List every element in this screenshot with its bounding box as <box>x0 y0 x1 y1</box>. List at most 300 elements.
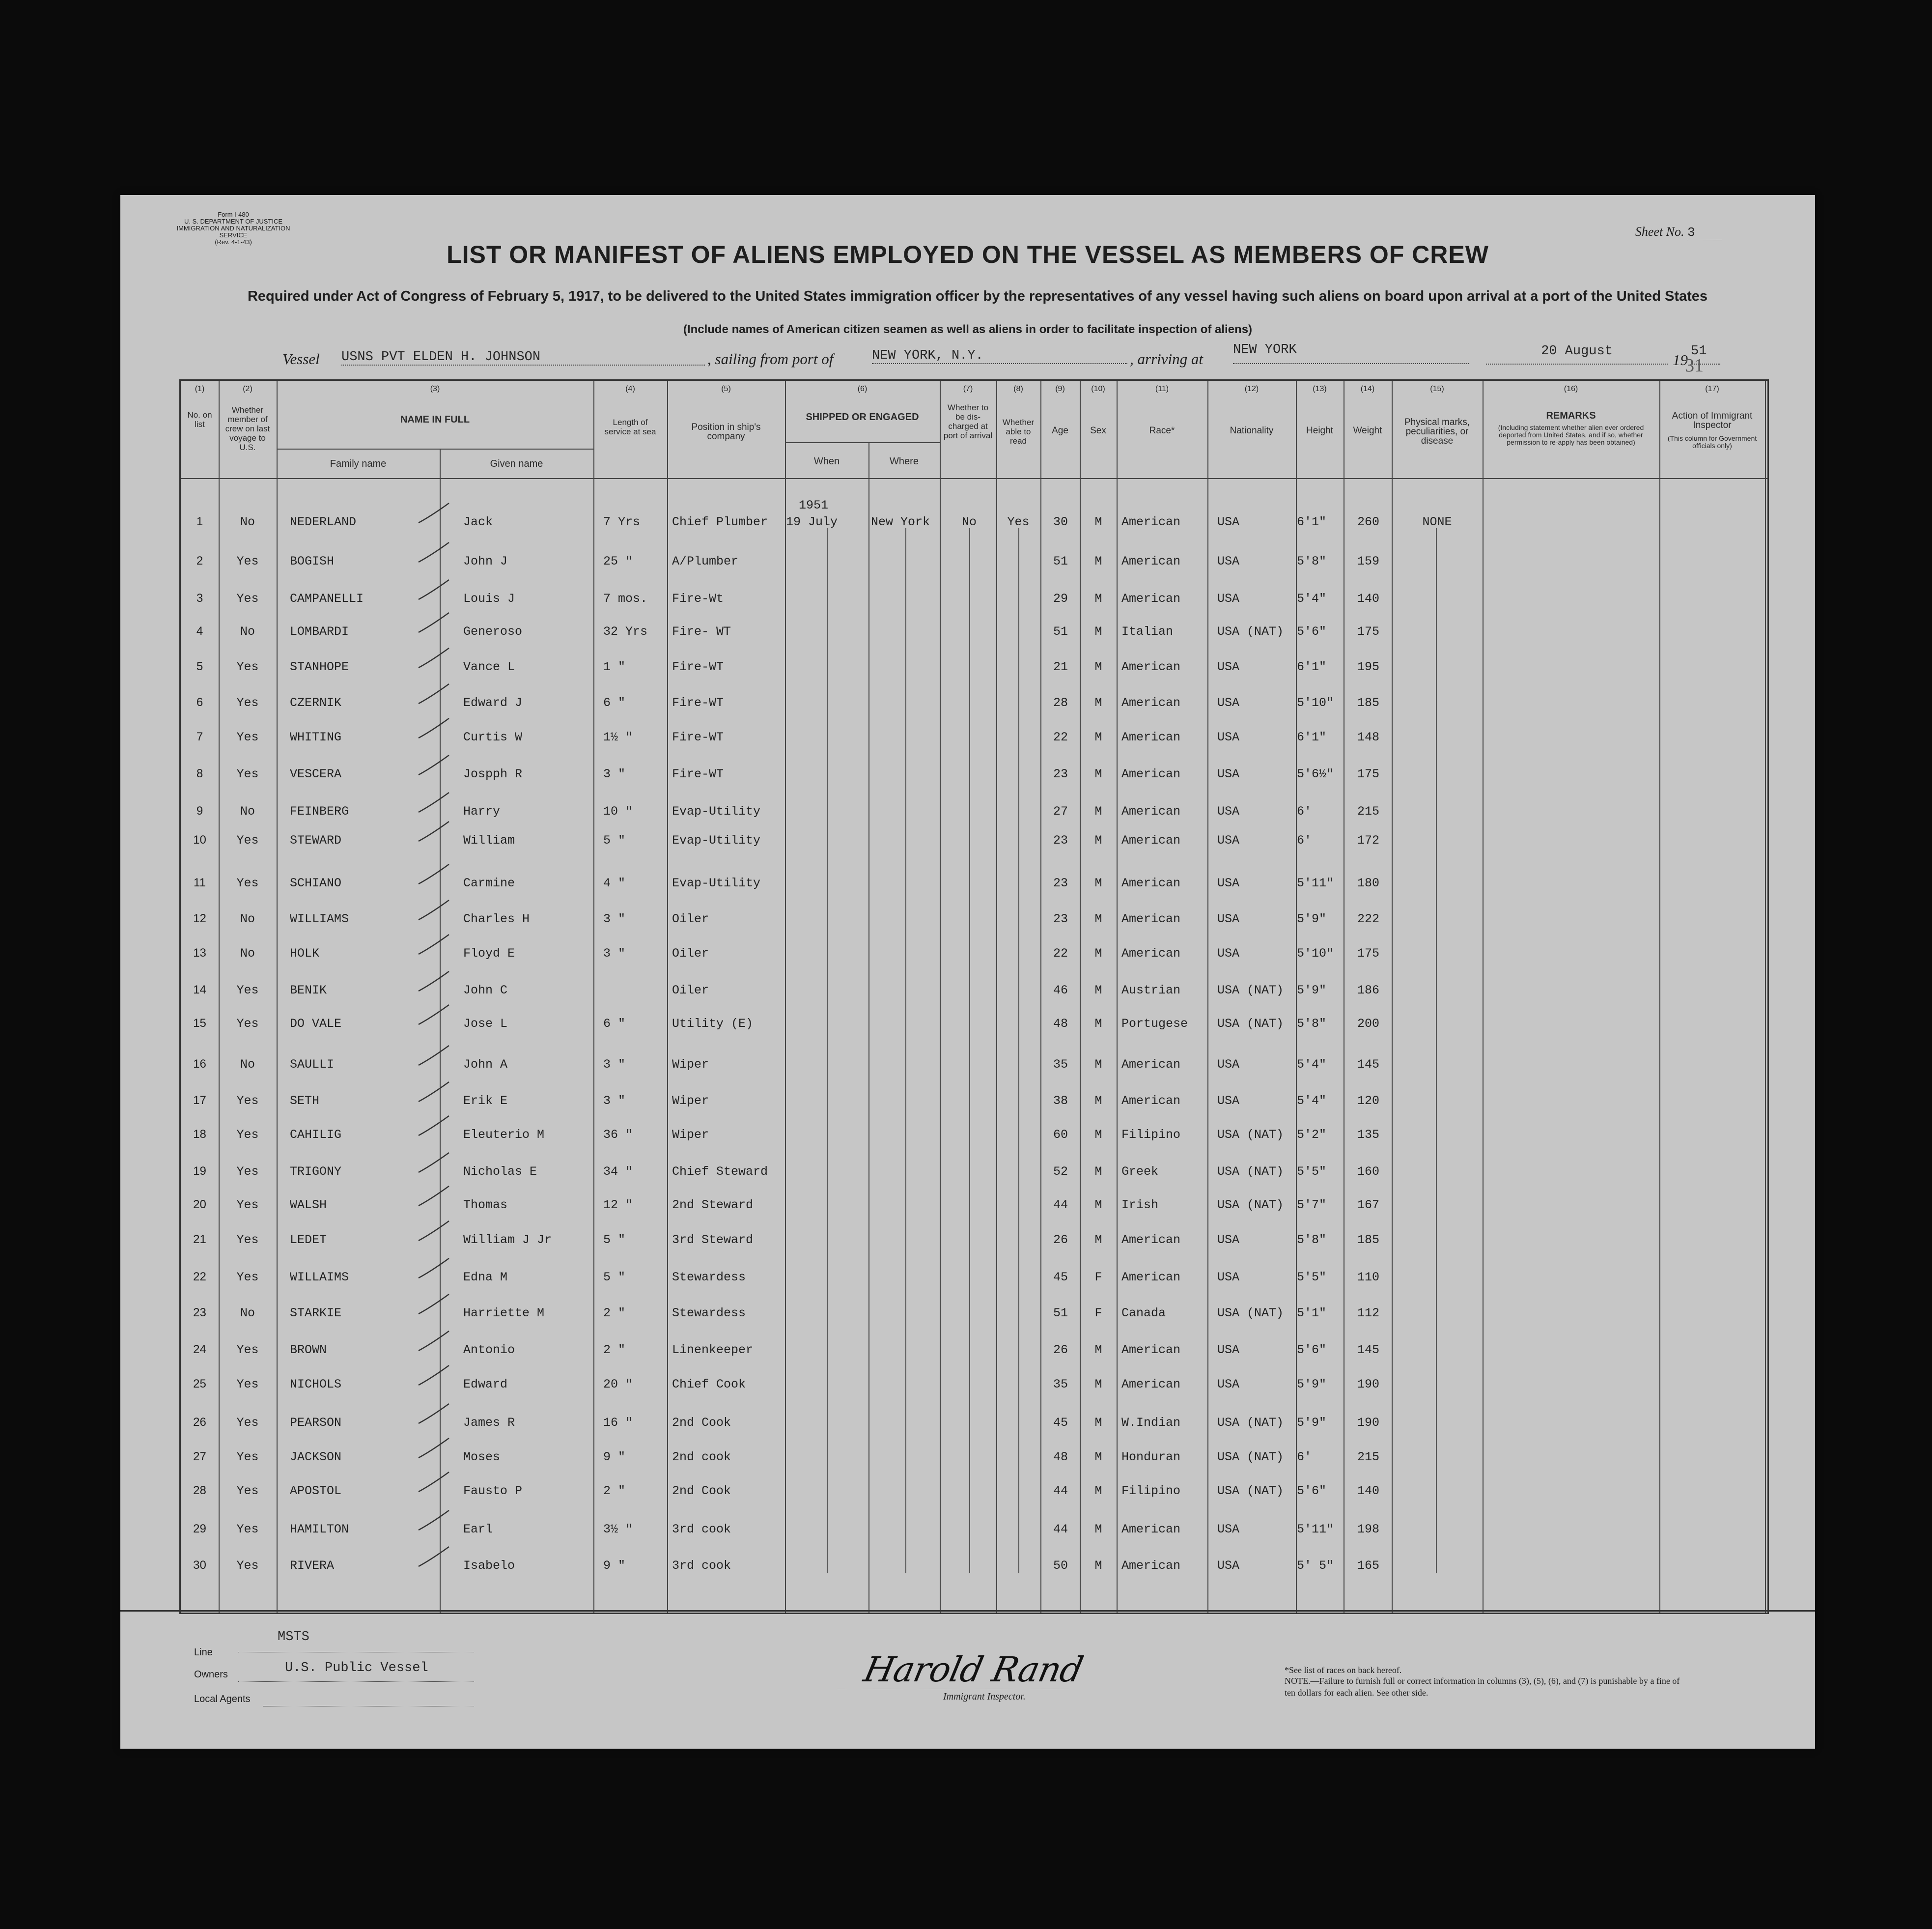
check-mark <box>417 1329 451 1354</box>
check-mark <box>417 969 451 994</box>
cell-last: No <box>240 1057 255 1072</box>
revision: (Rev. 4-1-43) <box>215 238 252 246</box>
cell-last: Yes <box>236 1343 259 1357</box>
check-mark <box>417 1256 451 1281</box>
cell-last: No <box>240 946 255 961</box>
cell-sex: M <box>1094 624 1102 639</box>
local-agents-label: Local Agents <box>194 1694 251 1704</box>
cell-family: PEARSON <box>290 1416 342 1430</box>
row-number: 2 <box>196 554 203 567</box>
cell-age: 29 <box>1053 592 1068 606</box>
cell-family: BENIK <box>290 983 327 997</box>
cell-family: WALSH <box>290 1198 327 1212</box>
cell-height: 5'8" <box>1297 1233 1327 1247</box>
check-mark <box>417 1363 451 1388</box>
cell-sex: M <box>1094 946 1102 961</box>
col-num-10: (10) <box>1091 385 1105 393</box>
service: IMMIGRATION AND NATURALIZATION SERVICE <box>176 225 290 239</box>
cell-family: SETH <box>290 1094 320 1108</box>
row-number: 17 <box>193 1094 206 1107</box>
owners-label: Owners <box>194 1669 228 1680</box>
cell-height: 5'6" <box>1297 1343 1327 1357</box>
cell-age: 23 <box>1053 767 1068 781</box>
check-mark <box>417 540 451 565</box>
cell-family: JACKSON <box>290 1450 342 1464</box>
cell-nationality: USA (NAT) <box>1217 1128 1284 1142</box>
cell-last: Yes <box>236 1198 259 1212</box>
cell-last: No <box>240 804 255 819</box>
cell-nationality: USA <box>1217 1233 1240 1247</box>
header-when: When <box>813 456 840 467</box>
cell-age: 48 <box>1053 1450 1068 1464</box>
sheet-number-field <box>1635 225 1722 240</box>
cell-sex: M <box>1094 1198 1102 1212</box>
cell-weight: 148 <box>1357 730 1379 744</box>
cell-discharged: No <box>961 515 977 529</box>
header-name-in-full: NAME IN FULL <box>400 414 470 425</box>
cell-height: 5'2" <box>1297 1128 1327 1142</box>
cell-position: Fire-WT <box>672 767 724 781</box>
cell-position: 3rd cook <box>672 1559 731 1573</box>
cell-weight: 198 <box>1357 1522 1379 1536</box>
cell-sex: M <box>1094 730 1102 744</box>
cell-race: Irish <box>1121 1198 1159 1212</box>
sheet-number: 3 <box>1687 225 1722 240</box>
cell-height: 5'9" <box>1297 1377 1327 1391</box>
row-number: 9 <box>196 804 203 818</box>
cell-service: 3 " <box>603 767 626 781</box>
cell-height: 6' <box>1297 833 1312 848</box>
cell-sex: M <box>1094 1484 1102 1498</box>
cell-nationality: USA <box>1217 1522 1240 1536</box>
check-mark <box>417 1003 451 1027</box>
cell-given: Louis J <box>463 592 515 606</box>
cell-family: STEWARD <box>290 833 342 848</box>
header-able-to-read: Whether able to read <box>1002 418 1035 446</box>
page-stamp-number: 31 <box>1685 355 1704 376</box>
col-num-11: (11) <box>1155 385 1169 393</box>
cell-height: 5'8" <box>1297 554 1327 568</box>
ditto-stroke <box>969 528 970 1573</box>
cell-service: 10 " <box>603 804 633 819</box>
cell-race: Greek <box>1121 1164 1159 1179</box>
row-number: 3 <box>196 592 203 605</box>
cell-family: HAMILTON <box>290 1522 349 1536</box>
cell-race: Canada <box>1121 1306 1166 1320</box>
sailing-port: NEW YORK, N.Y. <box>872 348 1127 364</box>
cell-sex: M <box>1094 660 1102 674</box>
cell-sex: M <box>1094 833 1102 848</box>
cell-family: FEINBERG <box>290 804 349 819</box>
cell-family: CAHILIG <box>290 1128 342 1142</box>
cell-position: Stewardess <box>672 1306 746 1320</box>
cell-last: Yes <box>236 833 259 848</box>
department: U. S. DEPARTMENT OF JUSTICE <box>184 218 283 225</box>
cell-last: No <box>240 624 255 639</box>
cell-family: TRIGONY <box>290 1164 342 1179</box>
cell-age: 23 <box>1053 912 1068 926</box>
check-mark <box>417 1184 451 1209</box>
cell-weight: 145 <box>1357 1343 1379 1357</box>
cell-last: Yes <box>236 1450 259 1464</box>
cell-age: 60 <box>1053 1128 1068 1142</box>
cell-family: STANHOPE <box>290 660 349 674</box>
cell-age: 22 <box>1053 730 1068 744</box>
cell-last: Yes <box>236 696 259 710</box>
check-mark <box>417 1219 451 1244</box>
inspector-signature: Harold Rand <box>860 1649 1087 1690</box>
owners-value: U.S. Public Vessel <box>285 1661 428 1675</box>
cell-weight: 172 <box>1357 833 1379 848</box>
cell-nationality: USA <box>1217 1094 1240 1108</box>
cell-race: American <box>1121 1522 1181 1536</box>
cell-service: 20 " <box>603 1377 633 1391</box>
col-num-9: (9) <box>1055 385 1065 393</box>
cell-race: Filipino <box>1121 1128 1181 1142</box>
row-number: 7 <box>196 730 203 743</box>
cell-race: American <box>1121 833 1181 848</box>
cell-height: 5'11" <box>1297 1522 1334 1536</box>
cell-given: Harriette M <box>463 1306 545 1320</box>
sailing-label: , sailing from port of <box>707 350 834 368</box>
cell-service: 3 " <box>603 946 626 961</box>
cell-position: Chief Cook <box>672 1377 746 1391</box>
cell-given: Earl <box>463 1522 493 1536</box>
col-num-4: (4) <box>625 385 635 393</box>
cell-weight: 190 <box>1357 1416 1379 1430</box>
cell-sex: M <box>1094 1450 1102 1464</box>
cell-service: 32 Yrs <box>603 624 648 639</box>
cell-age: 26 <box>1053 1343 1068 1357</box>
check-mark <box>417 716 451 741</box>
row-number: 29 <box>193 1522 206 1535</box>
cell-height: 5'10" <box>1297 696 1334 710</box>
cell-height: 5'8" <box>1297 1017 1327 1031</box>
cell-position: A/Plumber <box>672 554 739 568</box>
cell-weight: 135 <box>1357 1128 1379 1142</box>
cell-sex: F <box>1094 1270 1102 1284</box>
check-mark <box>417 578 451 602</box>
cell-sex: M <box>1094 1559 1102 1573</box>
col-num-3: (3) <box>430 385 440 393</box>
cell-last: Yes <box>236 767 259 781</box>
cell-nationality: USA (NAT) <box>1217 1484 1284 1498</box>
cell-family: SCHIANO <box>290 876 342 890</box>
cell-race: American <box>1121 804 1181 819</box>
cell-family: CZERNIK <box>290 696 342 710</box>
cell-service: 3 " <box>603 1057 626 1072</box>
cell-given: Jack <box>463 515 493 529</box>
cell-given: James R <box>463 1416 515 1430</box>
cell-nationality: USA <box>1217 1559 1240 1573</box>
cell-last: Yes <box>236 983 259 997</box>
cell-last: Yes <box>236 1233 259 1247</box>
cell-weight: 120 <box>1357 1094 1379 1108</box>
cell-sex: M <box>1094 1057 1102 1072</box>
col-num-14: (14) <box>1360 385 1375 393</box>
cell-sex: M <box>1094 1128 1102 1142</box>
cell-last: Yes <box>236 1094 259 1108</box>
cell-nationality: USA <box>1217 515 1240 529</box>
cell-weight: 186 <box>1357 983 1379 997</box>
cell-given: Fausto P <box>463 1484 523 1498</box>
cell-nationality: USA <box>1217 1377 1240 1391</box>
cell-sex: M <box>1094 1164 1102 1179</box>
cell-last: Yes <box>236 730 259 744</box>
cell-position: Oiler <box>672 912 709 926</box>
col-num-2: (2) <box>243 385 252 393</box>
page-title: LIST OR MANIFEST OF ALIENS EMPLOYED ON THE VESSEL AS MEMBERS OF CREW <box>447 241 1489 268</box>
cell-weight: 260 <box>1357 515 1379 529</box>
cell-height: 6'1" <box>1297 515 1327 529</box>
row-number: 14 <box>193 983 206 996</box>
check-mark <box>417 1114 451 1138</box>
row-number: 15 <box>193 1017 206 1030</box>
row-number: 5 <box>196 660 203 673</box>
cell-nationality: USA <box>1217 660 1240 674</box>
cell-weight: 195 <box>1357 660 1379 674</box>
cell-nationality: USA <box>1217 554 1240 568</box>
header-shipped-or-engaged: SHIPPED OR ENGAGED <box>806 412 919 423</box>
cell-given: Edward J <box>463 696 523 710</box>
cell-last: Yes <box>236 1484 259 1498</box>
cell-given: Erik E <box>463 1094 508 1108</box>
cell-family: VESCERA <box>290 767 342 781</box>
cell-given: John J <box>463 554 508 568</box>
row-number: 18 <box>193 1128 206 1141</box>
cell-nationality: USA <box>1217 1270 1240 1284</box>
cell-position: Oiler <box>672 946 709 961</box>
cell-given: Jose L <box>463 1017 508 1031</box>
check-mark <box>417 933 451 957</box>
cell-race: Portugese <box>1121 1017 1188 1031</box>
cell-height: 6'1" <box>1297 660 1327 674</box>
cell-weight: 159 <box>1357 554 1379 568</box>
cell-last: Yes <box>236 1270 259 1284</box>
cell-given: Jospph R <box>463 767 523 781</box>
header-physical-marks: Physical marks, peculiarities, or disease <box>1404 417 1470 446</box>
cell-age: 45 <box>1053 1416 1068 1430</box>
cell-position: Linenkeeper <box>672 1343 754 1357</box>
header-length-of-service: Length of service at sea <box>604 418 656 436</box>
cell-family: APOSTOL <box>290 1484 342 1498</box>
cell-family: HOLK <box>290 946 320 961</box>
check-mark <box>417 1545 451 1569</box>
cell-age: 35 <box>1053 1377 1068 1391</box>
check-mark <box>417 611 451 635</box>
cell-nationality: USA <box>1217 912 1240 926</box>
check-mark <box>417 1080 451 1105</box>
page-subnote: (Include names of American citizen seamen as well as aliens in order to facilitate inspection of aliens) <box>683 323 1253 336</box>
cell-position: 2nd Cook <box>672 1416 731 1430</box>
cell-age: 50 <box>1053 1559 1068 1573</box>
cell-height: 5'4" <box>1297 592 1327 606</box>
cell-height: 5'7" <box>1297 1198 1327 1212</box>
row-number: 25 <box>193 1377 206 1390</box>
manifest-sheet <box>120 195 1815 1749</box>
check-mark <box>417 1508 451 1533</box>
cell-sex: M <box>1094 515 1102 529</box>
cell-given: Thomas <box>463 1198 508 1212</box>
cell-family: RIVERA <box>290 1559 335 1573</box>
cell-age: 44 <box>1053 1522 1068 1536</box>
col-num-8: (8) <box>1013 385 1023 393</box>
check-mark <box>417 682 451 707</box>
row-number: 8 <box>196 767 203 780</box>
arriving-label: , arriving at <box>1130 350 1203 368</box>
cell-age: 44 <box>1053 1198 1068 1212</box>
row-number: 16 <box>193 1057 206 1071</box>
year-suffix: 51 <box>1691 344 1720 365</box>
cell-service: 34 " <box>603 1164 633 1179</box>
cell-weight: 215 <box>1357 1450 1379 1464</box>
cell-race: American <box>1121 696 1181 710</box>
cell-last: No <box>240 1306 255 1320</box>
col-num-7: (7) <box>963 385 973 393</box>
col-num-16: (16) <box>1564 385 1578 393</box>
cell-race: W.Indian <box>1121 1416 1181 1430</box>
row-number: 21 <box>193 1233 206 1246</box>
cell-position: Fire- WT <box>672 624 731 639</box>
cell-race: American <box>1121 1094 1181 1108</box>
cell-race: Italian <box>1121 624 1174 639</box>
crew-table <box>179 379 1769 1614</box>
row-number: 26 <box>193 1416 206 1429</box>
cell-nationality: USA (NAT) <box>1217 1306 1284 1320</box>
cell-height: 5'9" <box>1297 912 1327 926</box>
cell-position: 3rd cook <box>672 1522 731 1536</box>
cell-weight: 200 <box>1357 1017 1379 1031</box>
cell-height: 5'6½" <box>1297 767 1334 781</box>
ditto-stroke <box>1436 528 1437 1573</box>
cell-family: LEDET <box>290 1233 327 1247</box>
cell-race: American <box>1121 1343 1181 1357</box>
cell-family: NICHOLS <box>290 1377 342 1391</box>
header-where: Where <box>890 456 919 467</box>
cell-service: 5 " <box>603 1270 626 1284</box>
cell-service: 12 " <box>603 1198 633 1212</box>
cell-last: Yes <box>236 1377 259 1391</box>
row-number: 22 <box>193 1270 206 1283</box>
cell-given: William J Jr <box>463 1233 552 1247</box>
cell-sex: M <box>1094 912 1102 926</box>
row-number: 20 <box>193 1198 206 1211</box>
cell-service: 9 " <box>603 1450 626 1464</box>
cell-height: 5'4" <box>1297 1057 1327 1072</box>
cell-race: American <box>1121 1377 1181 1391</box>
cell-service: 1½ " <box>603 730 633 744</box>
cell-nationality: USA <box>1217 804 1240 819</box>
cell-position: Utility (E) <box>672 1017 754 1031</box>
col-num-15: (15) <box>1430 385 1444 393</box>
cell-family: WILLAIMS <box>290 1270 349 1284</box>
cell-service: 3½ " <box>603 1522 633 1536</box>
cell-nationality: USA (NAT) <box>1217 983 1284 997</box>
check-mark <box>417 791 451 815</box>
cell-service: 5 " <box>603 1233 626 1247</box>
cell-sex: M <box>1094 1094 1102 1108</box>
cell-service: 3 " <box>603 1094 626 1108</box>
year-prefix: 19 <box>1673 351 1688 369</box>
sheet-label: Sheet No. <box>1635 225 1684 239</box>
cell-nationality: USA (NAT) <box>1217 1450 1284 1464</box>
cell-height: 5'1" <box>1297 1306 1327 1320</box>
cell-nationality: USA <box>1217 1343 1240 1357</box>
cell-height: 5'5" <box>1297 1164 1327 1179</box>
cell-family: LOMBARDI <box>290 624 349 639</box>
cell-race: American <box>1121 876 1181 890</box>
check-mark <box>417 646 451 671</box>
cell-nationality: USA <box>1217 946 1240 961</box>
cell-sex: M <box>1094 554 1102 568</box>
cell-race: American <box>1121 660 1181 674</box>
cell-height: 5'4" <box>1297 1094 1327 1108</box>
cell-last: Yes <box>236 1522 259 1536</box>
cell-nationality: USA <box>1217 876 1240 890</box>
header-remarks: REMARKS <box>1546 410 1596 421</box>
cell-weight: 215 <box>1357 804 1379 819</box>
col-num-1: (1) <box>195 385 205 393</box>
cell-marks: NONE <box>1422 515 1452 529</box>
cell-nationality: USA <box>1217 1057 1240 1072</box>
cell-last: Yes <box>236 1416 259 1430</box>
cell-age: 23 <box>1053 876 1068 890</box>
cell-nationality: USA <box>1217 592 1240 606</box>
cell-race: American <box>1121 554 1181 568</box>
cell-sex: M <box>1094 696 1102 710</box>
vessel-label: Vessel <box>282 350 320 368</box>
cell-height: 5'9" <box>1297 1416 1327 1430</box>
cell-service: 4 " <box>603 876 626 890</box>
check-mark <box>417 1470 451 1495</box>
cell-last: Yes <box>236 1017 259 1031</box>
cell-height: 5'6" <box>1297 624 1327 639</box>
cell-race: American <box>1121 1270 1181 1284</box>
row-number: 13 <box>193 946 206 960</box>
check-mark <box>417 1402 451 1426</box>
cell-position: Fire-Wt <box>672 592 724 606</box>
cell-weight: 190 <box>1357 1377 1379 1391</box>
cell-nationality: USA (NAT) <box>1217 1017 1284 1031</box>
cell-nationality: USA <box>1217 767 1240 781</box>
cell-weight: 175 <box>1357 624 1379 639</box>
cell-weight: 222 <box>1357 912 1379 926</box>
cell-last: Yes <box>236 554 259 568</box>
line-value: MSTS <box>278 1630 309 1645</box>
cell-given: Harry <box>463 804 501 819</box>
cell-service: 6 " <box>603 696 626 710</box>
cell-family: CAMPANELLI <box>290 592 364 606</box>
cell-position: Fire-WT <box>672 696 724 710</box>
cell-age: 46 <box>1053 983 1068 997</box>
cell-last: Yes <box>236 1164 259 1179</box>
ditto-stroke <box>905 528 906 1573</box>
cell-last: Yes <box>236 876 259 890</box>
cell-last: Yes <box>236 1128 259 1142</box>
header-last-voyage: Whether member of crew on last voyage to U.S. <box>225 405 270 452</box>
form-number: Form I-480 <box>218 211 249 218</box>
cell-sex: M <box>1094 804 1102 819</box>
cell-family: WHITING <box>290 730 342 744</box>
cell-height: 5'9" <box>1297 983 1327 997</box>
cell-height: 5' 5" <box>1297 1559 1334 1573</box>
cell-given: Nicholas E <box>463 1164 537 1179</box>
cell-race: American <box>1121 946 1181 961</box>
cell-position: Chief Steward <box>672 1164 768 1179</box>
header-discharged: Whether to be dis-charged at port of arrival <box>943 403 993 440</box>
cell-sex: F <box>1094 1306 1102 1320</box>
header-inspector-action: Action of Immigrant Inspector <box>1672 411 1753 430</box>
